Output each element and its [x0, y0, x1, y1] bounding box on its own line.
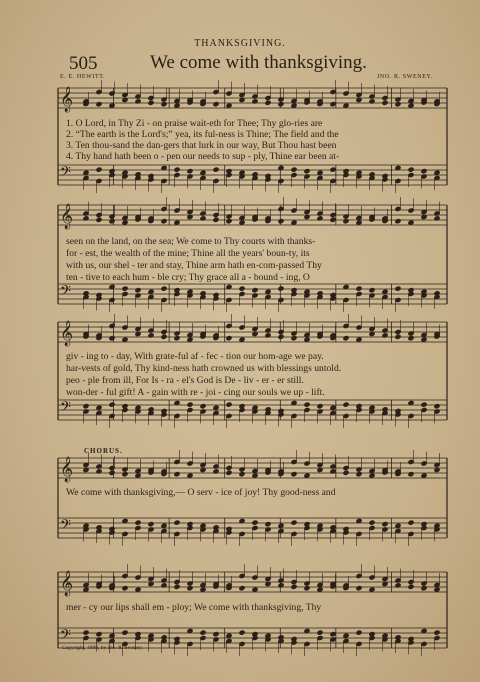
svg-text:𝄢: 𝄢 — [60, 283, 71, 303]
section-heading: THANKSGIVING. — [194, 38, 286, 49]
svg-text:𝄢: 𝄢 — [60, 517, 71, 537]
lyric-line: ten - tive to each hum - ble cry; Thy grace all a - bound - ing, O — [66, 272, 310, 283]
lyric-line: We come with thanksgiving,— O serv - ice of joy! Thy good-ness and — [66, 487, 336, 498]
svg-text:𝄞: 𝄞 — [60, 321, 74, 346]
lyric-line: har-vests of gold, Thy kind-ness hath crowned us with blessings untold. — [66, 363, 342, 374]
svg-text:𝄞: 𝄞 — [60, 204, 74, 229]
copyright-notice: Copyright, 1898, by Jno. R. Sweney. — [62, 645, 143, 651]
lyric-line: peo - ple from ill, For Is - ra - el's God is De - liv - er - er still. — [66, 375, 304, 386]
lyric-line: 2. “The earth is the Lord's;” yea, its ful-ness is Thine; The field and the — [66, 129, 339, 140]
lyric-line: giv - ing to - day, With grate-ful af - fec - tion our hom-age we pay. — [66, 351, 324, 362]
svg-text:𝄢: 𝄢 — [60, 627, 71, 647]
lyric-line: for - est, the wealth of the mine; Thine all the years' boun-ty, its — [66, 248, 310, 259]
lyric-line: mer - cy our lips shall em - ploy; We come with thanksgiving, Thy — [66, 602, 322, 613]
lyricist-credit: E. E. HEWITT. — [60, 74, 106, 80]
svg-text:𝄞: 𝄞 — [60, 87, 74, 112]
lyric-line: won-der - ful gift! A - gain with re - joi - cing our souls we up - lift. — [66, 387, 325, 398]
lyric-line: 4. Thy hand hath been o - pen our needs to sup - ply, Thine ear been at- — [66, 151, 340, 162]
chorus-label: CHORUS. — [84, 447, 123, 455]
lyric-line: seen on the land, on the sea; We come to Thy courts with thanks- — [66, 236, 316, 247]
lyric-line: 1. O Lord, in Thy Zi - on praise wait-eth for Thee; Thy glo-ries are — [66, 118, 323, 129]
svg-text:𝄞: 𝄞 — [60, 457, 74, 482]
hymn-number: 505 — [69, 53, 98, 74]
composer-credit: JNO. R. SWENEY. — [377, 74, 433, 80]
hymn-title: We come with thanksgiving. — [150, 52, 367, 73]
lyric-line: 3. Ten thou-sand the dan-gers that lurk in our way, But Thou hast been — [66, 140, 337, 151]
svg-text:𝄢: 𝄢 — [60, 399, 71, 419]
lyric-line: with us, our shel - ter and stay, Thine arm hath en-com-passed Thy — [66, 260, 322, 271]
svg-text:𝄢: 𝄢 — [60, 164, 71, 184]
svg-text:𝄞: 𝄞 — [60, 571, 74, 596]
